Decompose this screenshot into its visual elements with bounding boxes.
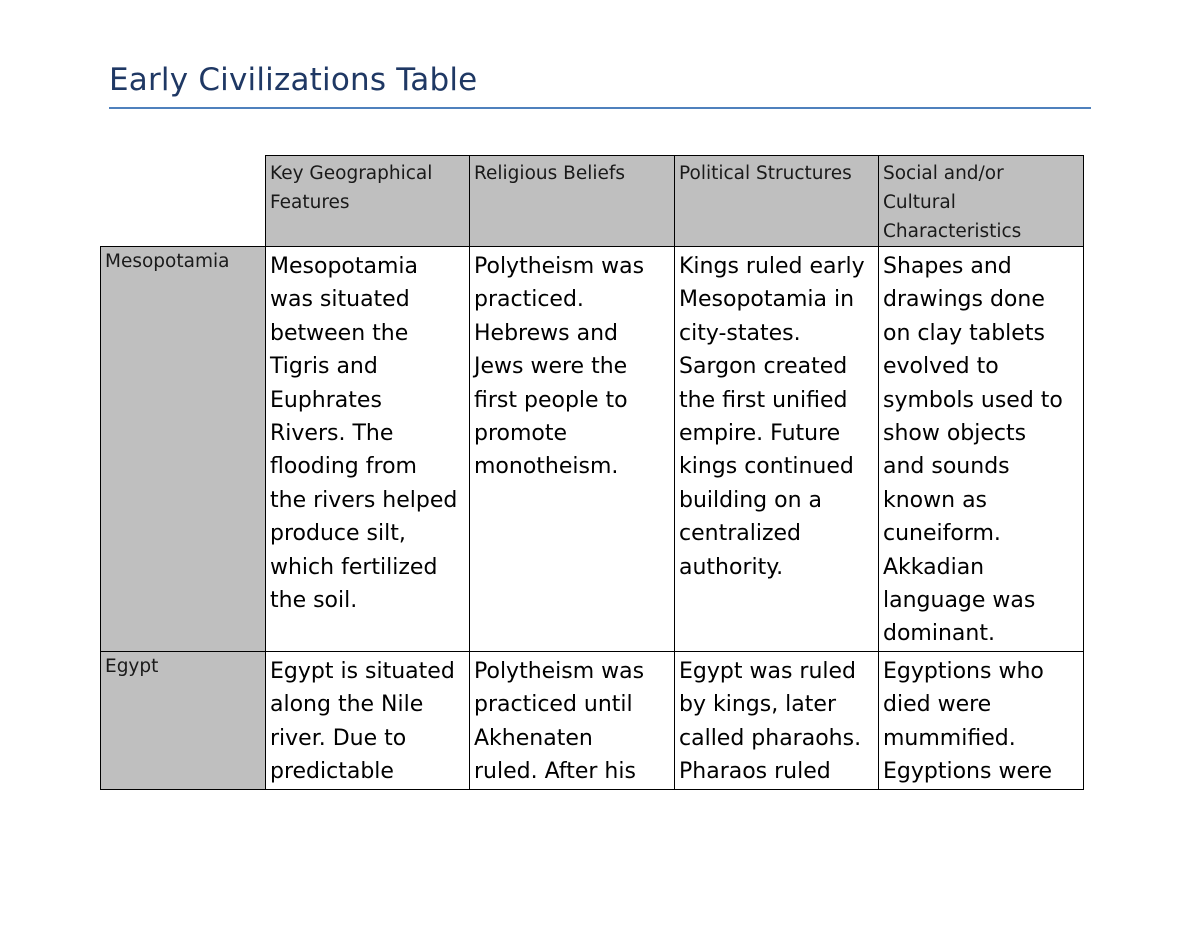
table-cell: Mesopotamia was situated between the Tigris and Euphrates Rivers. The flooding from the rivers helped produce silt, which fertilized the soil.	[266, 247, 470, 652]
table-row	[101, 651, 1084, 789]
table-cell: Egyptions who died were mummified. Egyptions were	[879, 651, 1084, 789]
row-header: Egypt	[101, 651, 266, 789]
column-header: Key Geographical Features	[266, 156, 470, 247]
table-cell: Egypt was ruled by kings, later called pharaohs. Pharaos ruled	[675, 651, 879, 789]
table-cell: Shapes and drawings done on clay tablets evolved to symbols used to show objects and sounds known as cuneiform. Akkadian language was dominant.	[879, 247, 1084, 652]
row-header: Mesopotamia	[101, 247, 266, 652]
table-cell: Kings ruled early Mesopotamia in city-states. Sargon created the first unified empire. Future kings continued building on a centralized authority.	[675, 247, 879, 652]
table-cell: Polytheism was practiced until Akhenaten ruled. After his	[470, 651, 675, 789]
table-row	[101, 247, 1084, 652]
column-header: Religious Beliefs	[470, 156, 675, 247]
table-cell: Egypt is situated along the Nile river. Due to predictable	[266, 651, 470, 789]
civilizations-table	[100, 155, 1084, 790]
column-header: Social and/or Cultural Characteristics	[879, 156, 1084, 247]
column-header: Political Structures	[675, 156, 879, 247]
document-title: Early Civilizations Table	[109, 62, 478, 98]
table-header-row	[101, 156, 1084, 247]
empty-corner-cell	[101, 156, 266, 247]
table-cell: Polytheism was practiced. Hebrews and Jews were the first people to promote monotheism.	[470, 247, 675, 652]
title-underline	[109, 107, 1091, 109]
